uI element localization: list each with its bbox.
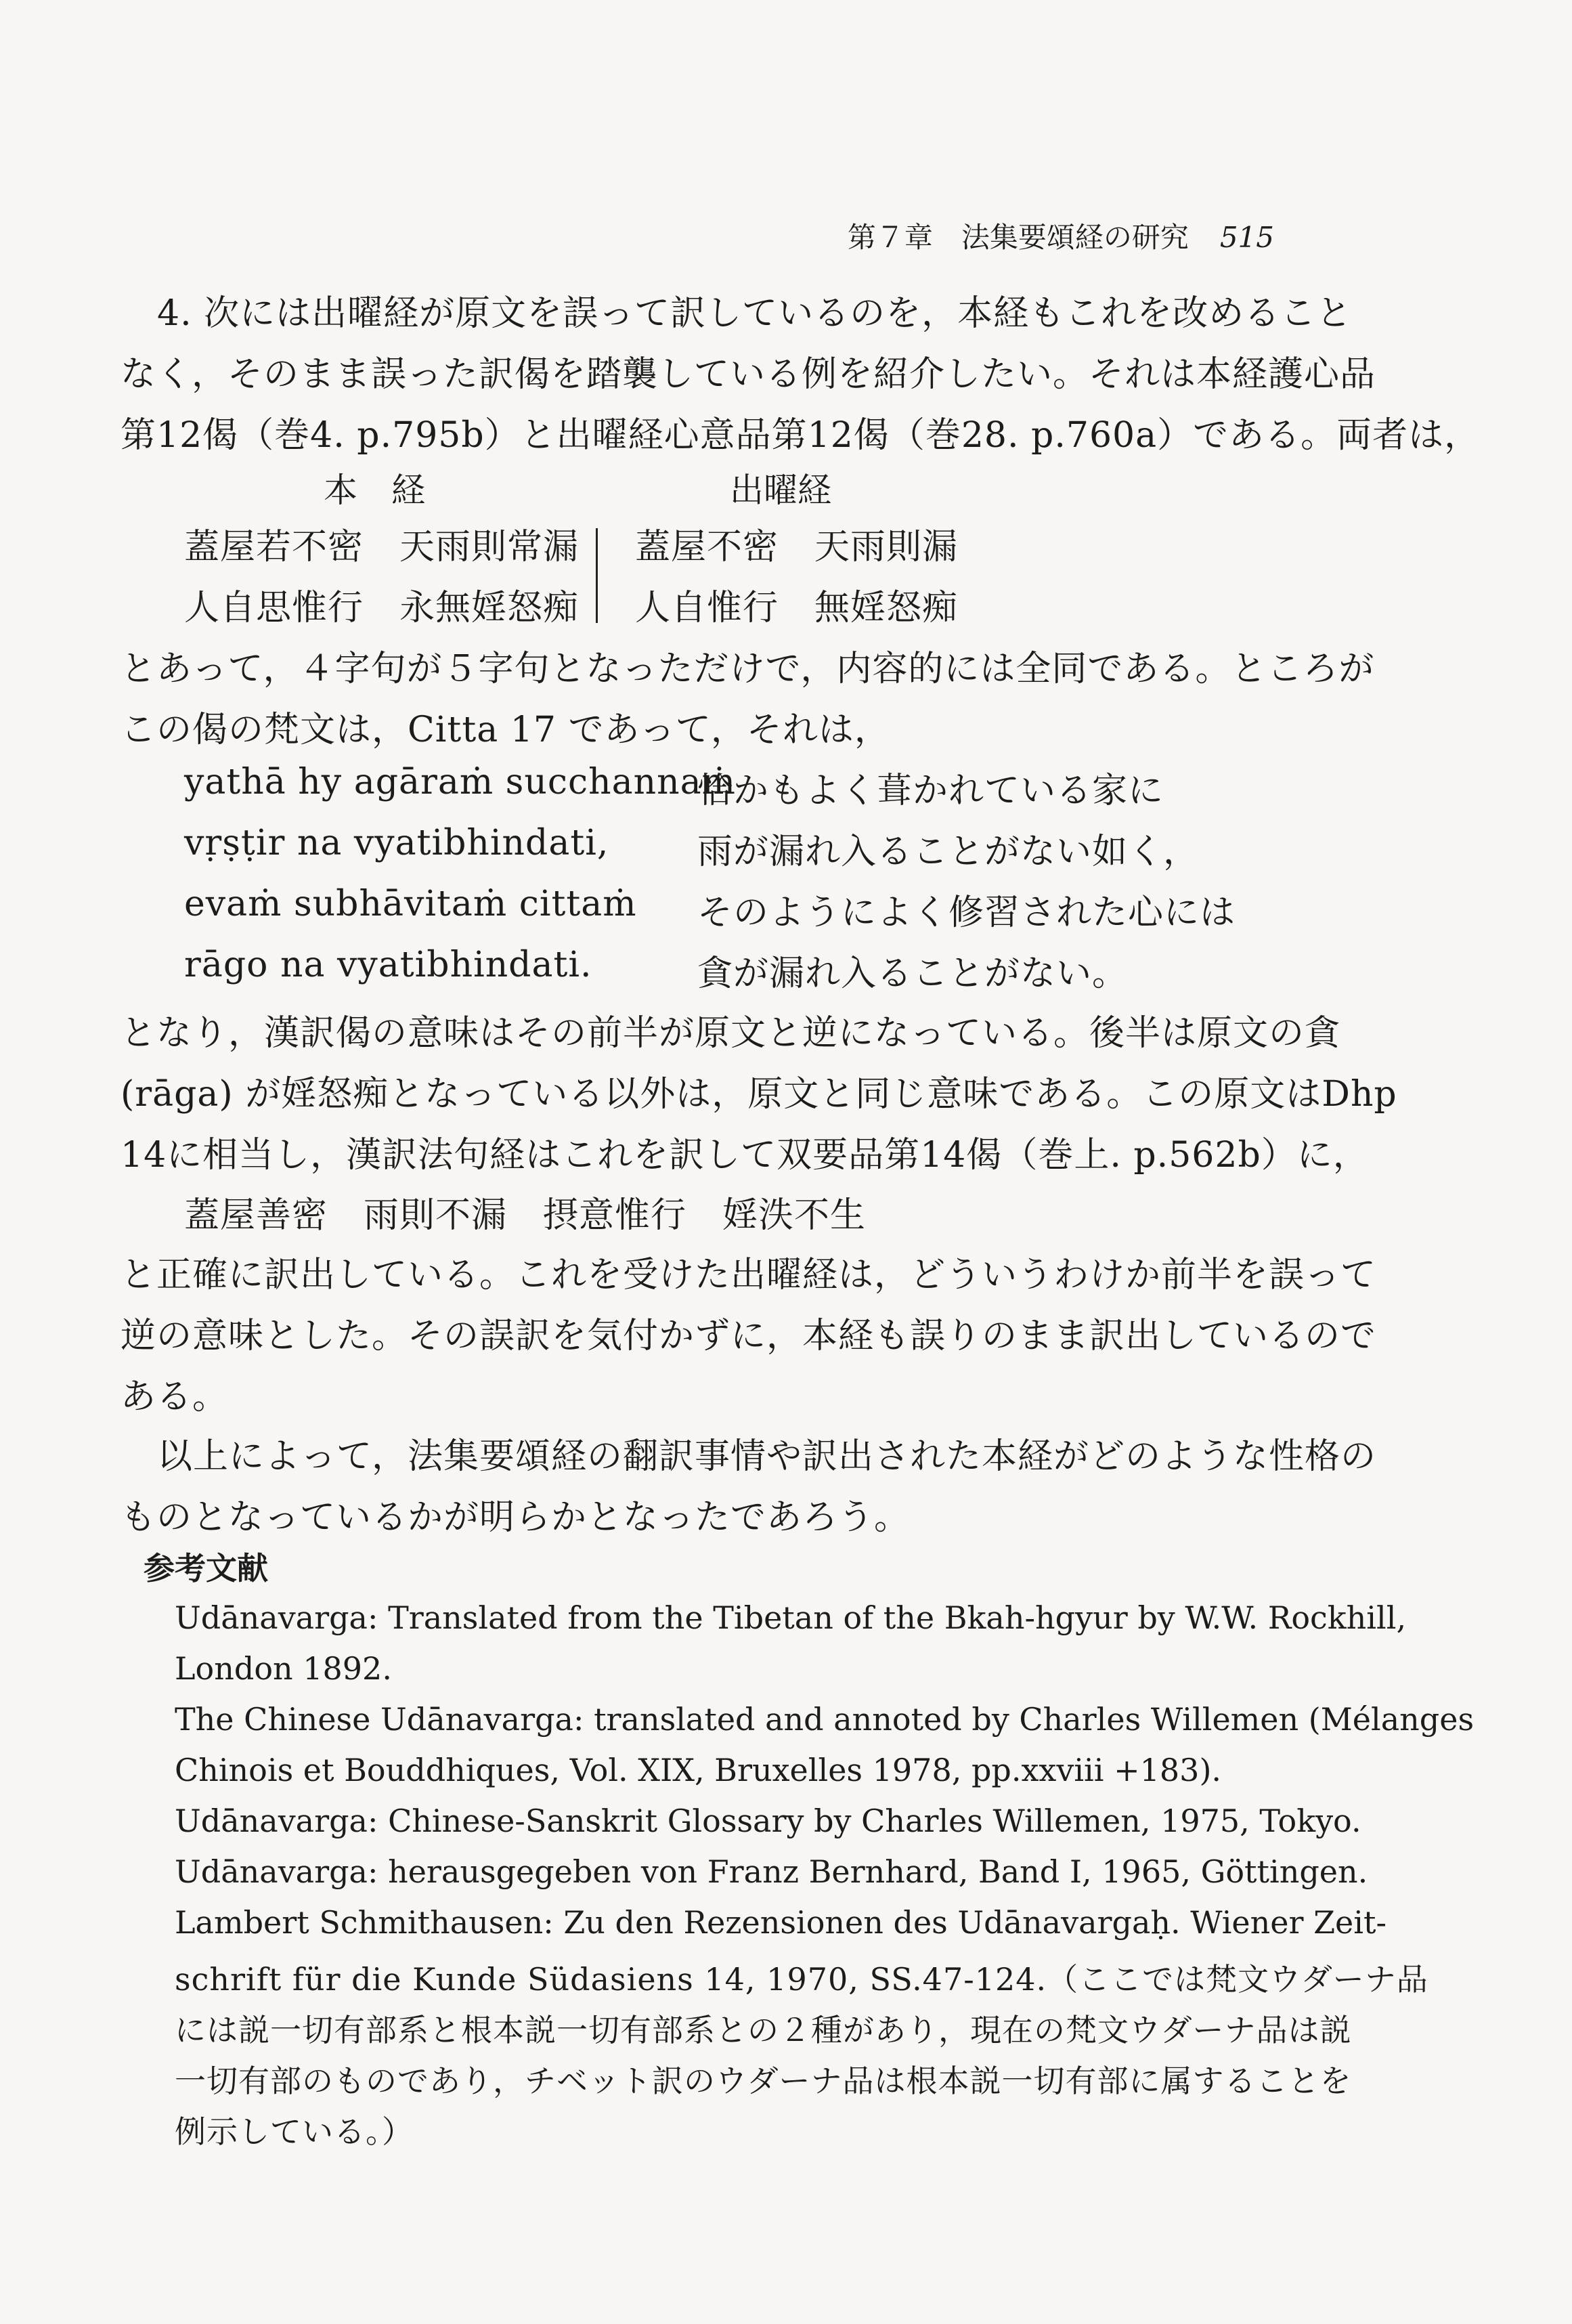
paragraph-line: なく，そのまま誤った訳偈を踏襲している例を紹介したい。それは本経護心品 [121, 354, 1376, 395]
reference-line: 例示している。） [175, 2113, 414, 2150]
sanskrit-line: yathā hy agāraṁ succhannaṁ [184, 762, 736, 802]
references-heading: 参考文献 [144, 1550, 268, 1587]
paragraph-line: 以上によって，法集要頌経の翻訳事情や訳出された本経がどのような性格の [157, 1436, 1376, 1477]
reference-line: schrift für die Kunde Südasiens 14, 1970, SS.47-124.（ここでは梵文ウダーナ品 [175, 1961, 1428, 1998]
paragraph-line: 第12偈（巻4. p.795b）と出曜経心意品第12偈（巻28. p.760a）である。両者は， [121, 415, 1481, 456]
paragraph-line: となり，漢訳偈の意味はその前半が原文と逆になっている。後半は原文の貪 [121, 1013, 1341, 1054]
verse-line-benkyo: 人自思惟行 永無婬怒痴 [184, 588, 580, 628]
paragraph-line: ものとなっているかが明らかとなったであろう。 [121, 1497, 911, 1538]
heading-benkyo: 本 経 [324, 471, 425, 510]
heading-shutsuyokyo: 出曜経 [730, 471, 831, 510]
sanskrit-line: vṛṣṭir na vyatibhindati, [184, 823, 609, 863]
paragraph-line: とあって，４字句が５字句となっただけで，内容的には全同である。ところが [121, 649, 1375, 689]
verse-line-shutsuyokyo: 蓋屋不密 天雨則漏 [635, 527, 959, 567]
sanskrit-line: evaṁ subhāvitaṁ cittaṁ [184, 884, 637, 924]
reference-line: Udānavarga: herausgegeben von Franz Bernhard, Band I, 1965, Göttingen. [175, 1853, 1368, 1890]
translation-line: 貪が漏れ入ることがない。 [697, 953, 1129, 994]
paragraph-line: 4. 次には出曜経が原文を誤って訳しているのを，本経もこれを改めること [157, 293, 1353, 334]
reference-line: Chinois et Bouddhiques, Vol. XIX, Bruxelles 1978, pp.xxviii +183). [175, 1752, 1222, 1788]
paragraph-line: と正確に訳出している。これを受けた出曜経は，どういうわけか前半を誤って [121, 1255, 1377, 1295]
reference-line: Udānavarga: Translated from the Tibetan of the Bkah-hgyur by W.W. Rockhill, [175, 1599, 1407, 1636]
paragraph-line: ある。 [121, 1377, 229, 1417]
chapter-title: 第７章 法集要頌経の研究 [847, 221, 1189, 254]
translation-line: 恰かもよく葺かれている家に [697, 771, 1164, 811]
reference-line: The Chinese Udānavarga: translated and annoted by Charles Willemen (Mélanges [175, 1701, 1475, 1738]
translation-line: 雨が漏れ入ることがない如く， [697, 832, 1199, 872]
reference-line: London 1892. [175, 1650, 392, 1687]
paragraph-line: 逆の意味とした。その誤訳を気付かずに，本経も誤りのまま訳出しているので [121, 1316, 1377, 1356]
verse-line-benkyo: 蓋屋若不密 天雨則常漏 [184, 527, 580, 567]
page-number: 515 [1219, 221, 1274, 254]
paragraph-line: この偈の梵文は，Citta 17 であって，それは， [121, 710, 890, 750]
reference-line: Udānavarga: Chinese-Sanskrit Glossary by Charles Willemen, 1975, Tokyo. [175, 1803, 1361, 1839]
reference-line: 一切有部のものであり，チベット訳のウダーナ品は根本説一切有部に属することを [175, 2063, 1352, 2099]
paragraph-line: 14に相当し，漢訳法句経はこれを訳して双要品第14偈（巻上. p.562b）に， [121, 1135, 1369, 1176]
quoted-verse: 蓋屋善密 雨則不漏 摂意惟行 婬泆不生 [184, 1195, 867, 1236]
paragraph-line: (rāga) が婬怒痴となっている以外は，原文と同じ意味である。この原文はDhp [121, 1074, 1397, 1115]
reference-line: Lambert Schmithausen: Zu den Rezensionen des Udānavargaḥ. Wiener Zeit- [175, 1904, 1387, 1941]
sanskrit-line: rāgo na vyatibhindati. [184, 945, 592, 985]
reference-line: には説一切有部系と根本説一切有部系との２種があり，現在の梵文ウダーナ品は説 [175, 2012, 1352, 2048]
running-header [848, 215, 1274, 256]
translation-line: そのようによく修習された心には [697, 892, 1236, 933]
verse-line-shutsuyokyo: 人自惟行 無婬怒痴 [635, 588, 959, 628]
column-divider [596, 528, 598, 623]
